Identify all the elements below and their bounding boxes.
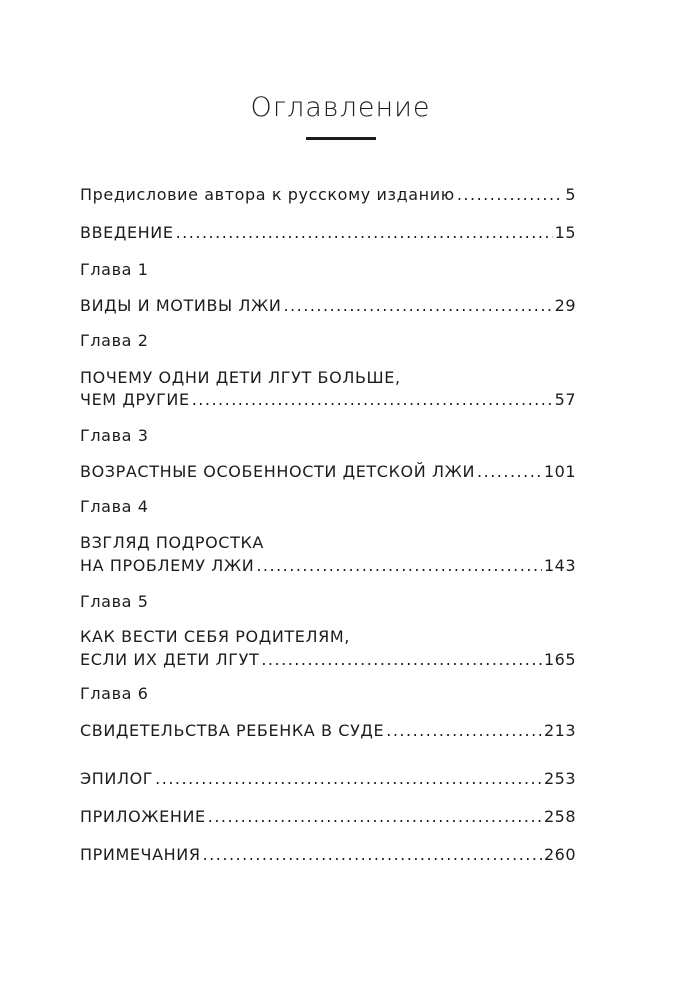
- page-title: Оглавление: [250, 92, 431, 123]
- toc-entry[interactable]: [80, 649, 576, 671]
- entry-label: ВВЕДЕНИЕ: [80, 223, 174, 242]
- page-number: 258: [543, 807, 576, 826]
- chapter-label: Глава 4: [80, 497, 149, 516]
- entry-label-line1: КАК ВЕСТИ СЕБЯ РОДИТЕЛЯМ,: [80, 627, 350, 646]
- toc-entry[interactable]: [80, 222, 576, 244]
- entry-label: ЕСЛИ ИХ ДЕТИ ЛГУТ: [80, 650, 260, 669]
- page-number: 213: [543, 721, 576, 740]
- page-number: 165: [543, 650, 576, 669]
- dot-leader: [203, 844, 542, 866]
- page-number: 101: [543, 462, 576, 481]
- page-number: 253: [543, 769, 576, 788]
- title-underline: [306, 137, 376, 140]
- chapter-label: Глава 3: [80, 426, 149, 445]
- toc-entry[interactable]: [80, 184, 576, 206]
- entry-label-line1: ПОЧЕМУ ОДНИ ДЕТИ ЛГУТ БОЛЬШЕ,: [80, 368, 401, 387]
- entry-label: СВИДЕТЕЛЬСТВА РЕБЕНКА В СУДЕ: [80, 721, 385, 740]
- page-number: 143: [543, 556, 576, 575]
- dot-leader: [457, 184, 564, 206]
- dot-leader: [208, 806, 542, 828]
- page-number: 15: [554, 223, 576, 242]
- entry-label: ЧЕМ ДРУГИЕ: [80, 390, 190, 409]
- page-number: 29: [554, 296, 576, 315]
- dot-leader: [386, 720, 542, 742]
- toc-entry[interactable]: [80, 389, 576, 411]
- page-number: 5: [565, 185, 576, 204]
- chapter-label: Глава 2: [80, 331, 149, 350]
- chapter-label: Глава 1: [80, 260, 149, 279]
- dot-leader: [155, 768, 542, 790]
- dot-leader: [261, 649, 542, 671]
- dot-leader: [283, 295, 552, 317]
- dot-leader: [477, 461, 542, 483]
- toc-entry[interactable]: [80, 844, 576, 866]
- toc-entry[interactable]: [80, 720, 576, 742]
- entry-label: ЭПИЛОГ: [80, 769, 154, 788]
- toc-entry[interactable]: [80, 806, 576, 828]
- toc-entry[interactable]: [80, 768, 576, 790]
- toc-entry[interactable]: [80, 295, 576, 317]
- toc-entry[interactable]: [80, 461, 576, 483]
- dot-leader: [176, 222, 553, 244]
- toc-entry[interactable]: [80, 555, 576, 577]
- chapter-label: Глава 5: [80, 592, 149, 611]
- dot-leader: [256, 555, 542, 577]
- page-number: 57: [554, 390, 576, 409]
- entry-label: ПРИМЕЧАНИЯ: [80, 845, 201, 864]
- entry-label: ВИДЫ И МОТИВЫ ЛЖИ: [80, 296, 282, 315]
- entry-label: НА ПРОБЛЕМУ ЛЖИ: [80, 556, 255, 575]
- entry-label: Предисловие автора к русскому изданию: [80, 185, 455, 204]
- dot-leader: [192, 389, 553, 411]
- page-number: 260: [543, 845, 576, 864]
- entry-label: ПРИЛОЖЕНИЕ: [80, 807, 206, 826]
- entry-label-line1: ВЗГЛЯД ПОДРОСТКА: [80, 533, 264, 552]
- entry-label: ВОЗРАСТНЫЕ ОСОБЕННОСТИ ДЕТСКОЙ ЛЖИ: [80, 462, 476, 481]
- chapter-label: Глава 6: [80, 684, 149, 703]
